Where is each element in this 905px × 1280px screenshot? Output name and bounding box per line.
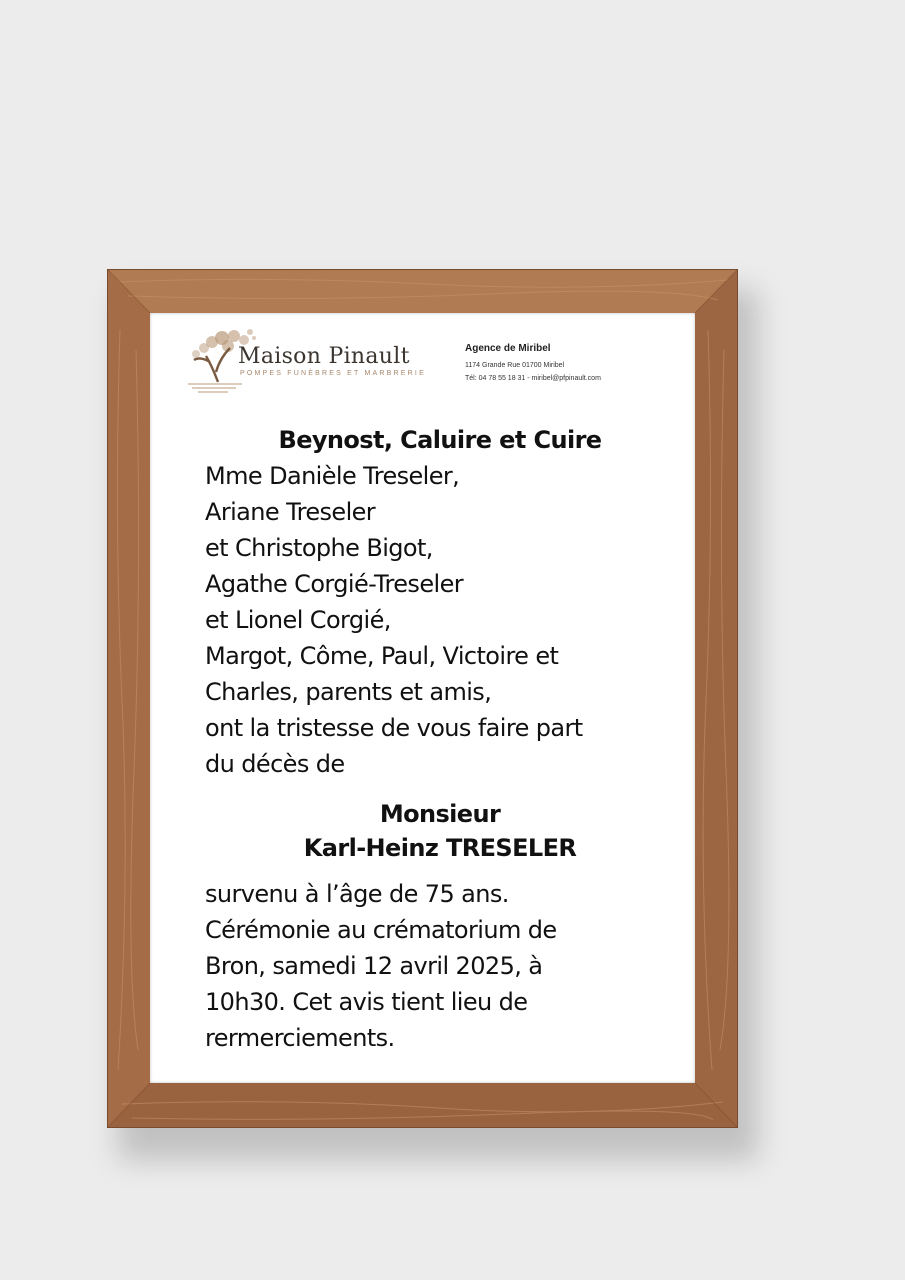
- closing-line: 10h30. Cet avis tient lieu de: [205, 988, 528, 1016]
- location-heading: Beynost, Caluire et Cuire: [278, 426, 602, 454]
- family-line: et Lionel Corgié,: [205, 606, 391, 634]
- deceased-name: Karl-Heinz TRESELER: [303, 834, 577, 862]
- brand-name: Maison Pinault: [238, 344, 410, 369]
- agency-contact: Tél: 04 78 55 18 31 - miribel@pfpinault.com: [465, 375, 601, 382]
- family-line: du décès de: [205, 750, 345, 778]
- family-line: Agathe Corgié-Treseler: [205, 570, 463, 598]
- family-line: ont la tristesse de vous faire part: [205, 714, 583, 742]
- agency-title: Agence de Miribel: [465, 343, 551, 354]
- family-line: Charles, parents et amis,: [205, 678, 492, 706]
- family-line: Mme Danièle Treseler,: [205, 462, 460, 490]
- closing-line: rermerciements.: [205, 1024, 395, 1052]
- family-line: Margot, Côme, Paul, Victoire et: [205, 642, 559, 670]
- closing-line: survenu à l’âge de 75 ans.: [205, 880, 509, 908]
- closing-line: Cérémonie au crématorium de: [205, 916, 557, 944]
- closing-line: Bron, samedi 12 avril 2025, à: [205, 952, 543, 980]
- agency-address: 1174 Grande Rue 01700 Miribel: [465, 362, 565, 369]
- deceased-title: Monsieur: [379, 800, 501, 828]
- family-line: Ariane Treseler: [205, 498, 376, 526]
- family-line: et Christophe Bigot,: [205, 534, 433, 562]
- brand-tagline: POMPES FUNÈBRES ET MARBRERIE: [240, 370, 426, 377]
